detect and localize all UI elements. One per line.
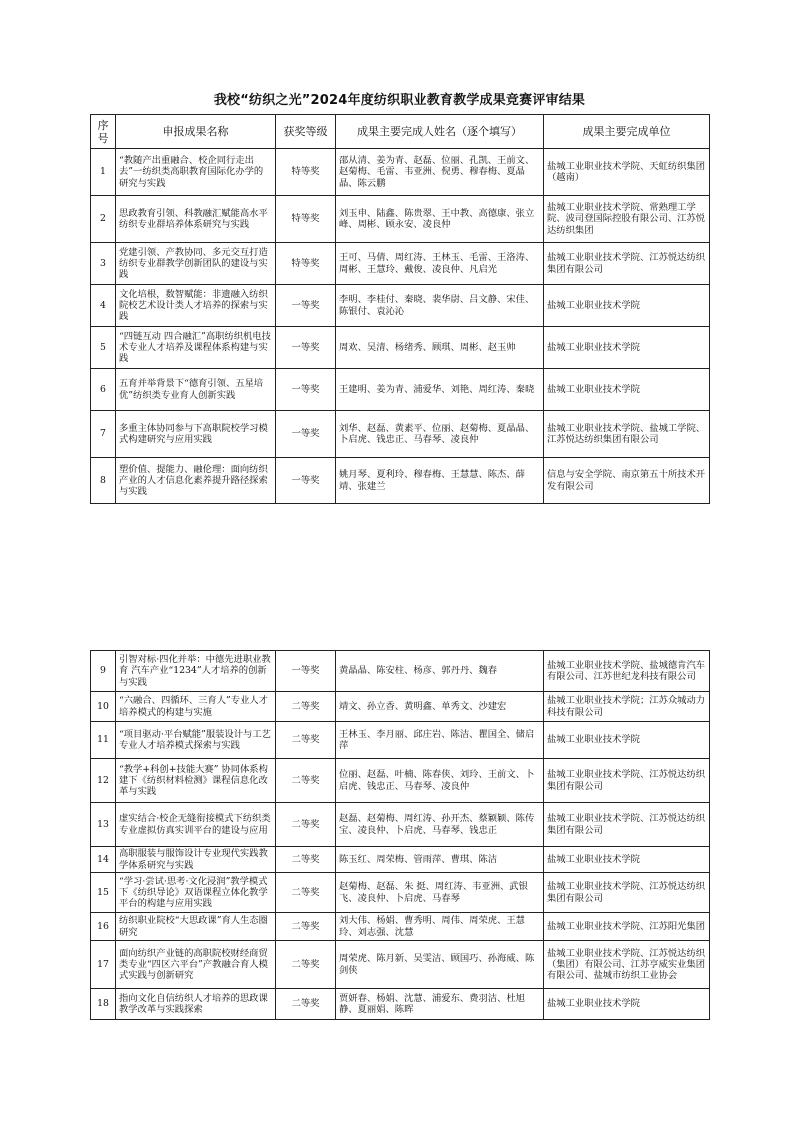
table-row [91,411,710,458]
achievement-name: 面向纺织产业链的高职院校财经商贸类专业“四区六平台”产教融合育人模式实践与创新研究 [116,941,276,989]
header-level: 获奖等级 [276,115,336,149]
row-number: 2 [91,196,116,243]
header-people: 成果主要完成人姓名（逐个填写） [336,115,544,149]
achievement-name: “六融合、四循环、三育人”专业人才培养模式的构建与实施 [116,692,276,722]
table-row [91,989,710,1020]
table-header-row [91,115,710,149]
completers: 王建明、姜为青、浦爱华、刘艳、周红涛、秦晓 [336,369,544,411]
completers: 贾妍春、杨娟、沈慧、浦爱东、费羽洁、杜旭静、夏丽娟、陈晖 [336,989,544,1020]
row-number: 12 [91,759,116,803]
table-row [91,722,710,759]
award-level: 一等奖 [276,285,336,327]
row-number: 11 [91,722,116,759]
award-level: 特等奖 [276,243,336,285]
page-title: 我校“纺织之光”2024年度纺织职业教育教学成果竞赛评审结果 [213,93,586,108]
completers: 刘玉申、陆鑫、陈贵翠、王中教、高德康、张立峰、周彬、顾永安、凌良仲 [336,196,544,243]
table-row [91,759,710,803]
table-row [91,196,710,243]
table-row [91,243,710,285]
award-level: 二等奖 [276,989,336,1020]
completing-unit: 盐城工业职业技术学院、盐城德肯汽车有限公司、江苏世纪龙科技有限公司 [544,651,710,692]
completers: 陈玉红、周荣梅、管雨萍、曹琪、陈洁 [336,847,544,873]
header-no: 序号 [91,115,116,149]
row-number: 8 [91,458,116,504]
table-row [91,651,710,692]
row-number: 1 [91,149,116,196]
achievement-name: 纺织职业院校“大思政课”育人生态圈研究 [116,913,276,941]
table-row [91,285,710,327]
completers: 李明、李桂付、秦晓、裴华尉、吕文静、宋佳、陈银付、袁沁沁 [336,285,544,327]
completing-unit: 信息与安全学院、南京第五十所技术开发有限公司 [544,458,710,504]
award-level: 二等奖 [276,847,336,873]
award-level: 二等奖 [276,759,336,803]
completers: 周荣虎、陈月新、吴雯洁、顾国巧、孙海威、陈剑侠 [336,941,544,989]
award-level: 二等奖 [276,722,336,759]
completers: 周欢、吴清、杨绪秀、顾琪、周彬、赵玉帅 [336,327,544,369]
completing-unit: 盐城工业职业技术学院、江苏悦达纺织集团有限公司 [544,873,710,913]
completing-unit: 盐城工业职业技术学院、江苏阳光集团 [544,913,710,941]
table-row [91,847,710,873]
row-number: 15 [91,873,116,913]
achievement-name: “项目驱动·平台赋能”服装设计与工艺专业人才培养模式探索与实践 [116,722,276,759]
award-level: 二等奖 [276,873,336,913]
completers: 位丽、赵磊、叶楠、陈春侠、刘玲、王前文、卜启虎、钱忠正、马春琴、凌良仲 [336,759,544,803]
table-row [91,149,710,196]
achievement-name: “四链互动 四合融汇”高职纺织机电技术专业人才培养及课程体系构建与实践 [116,327,276,369]
row-number: 13 [91,803,116,847]
completing-unit: 盐城工业职业技术学院 [544,327,710,369]
table-row [91,327,710,369]
award-level: 一等奖 [276,327,336,369]
completing-unit: 盐城工业职业技术学院 [544,989,710,1020]
achievement-name: “教随产出重融合、校企同行走出去”一纺织类高职教育国际化办学的研究与实践 [116,149,276,196]
award-level: 一等奖 [276,369,336,411]
completers: 姚月琴、夏利玲、穆春梅、王慧慧、陈杰、薛靖、张建兰 [336,458,544,504]
achievement-name: 文化培根，数智赋能：非遗融入纺织院校艺术设计类人才培养的探索与实践 [116,285,276,327]
completing-unit: 盐城工业职业技术学院、盐城工学院、江苏悦达纺织集团有限公司 [544,411,710,458]
completing-unit: 盐城工业职业技术学院；江苏众城动力科技有限公司 [544,692,710,722]
award-level: 特等奖 [276,149,336,196]
completing-unit: 盐城工业职业技术学院 [544,285,710,327]
completers: 邵从清、姜为青、赵磊、位丽、孔凯、王前文、赵菊梅、毛雷、韦亚洲、倪勇、穆春梅、夏晶晶、陈云鹏 [336,149,544,196]
row-number: 14 [91,847,116,873]
table-row [91,873,710,913]
achievement-name: “学习·尝试·思考·文化浸润”教学模式下《纺织导论》双语课程立体化教学平台的构建与应用实践 [116,873,276,913]
completers: 赵菊梅、赵磊、朱 挺、周红涛、韦亚洲、武银飞、凌良仲、卜启虎、马春琴 [336,873,544,913]
results-table-page-2 [90,650,710,1020]
award-level: 一等奖 [276,651,336,692]
row-number: 7 [91,411,116,458]
completing-unit: 盐城工业职业技术学院、江苏悦达纺织（集团）有限公司、江苏亨威实业集团有限公司、盐城市纺织工业协会 [544,941,710,989]
completers: 黄晶晶、陈安柱、杨彦、郭丹丹、魏春 [336,651,544,692]
row-number: 6 [91,369,116,411]
achievement-name: “教学+科创+技能大赛” 协同体系构建下《纺织材料检测》课程信息化改革与实践 [116,759,276,803]
row-number: 9 [91,651,116,692]
achievement-name: 多重主体协同参与下高职院校学习模式构建研究与应用实践 [116,411,276,458]
row-number: 18 [91,989,116,1020]
achievement-name: 塑价值、提能力、融伦理：面向纺织产业的人才信息化素养提升路径探索与实践 [116,458,276,504]
award-level: 特等奖 [276,196,336,243]
completing-unit: 盐城工业职业技术学院 [544,369,710,411]
table-row [91,692,710,722]
award-level: 一等奖 [276,458,336,504]
table-row [91,369,710,411]
completing-unit: 盐城工业职业技术学院、江苏悦达纺织集团有限公司 [544,243,710,285]
table-row [91,941,710,989]
completing-unit: 盐城工业职业技术学院、天虹纺织集团（越南） [544,149,710,196]
award-level: 二等奖 [276,941,336,989]
completers: 靖文、孙立香、黄明鑫、单秀文、沙建宏 [336,692,544,722]
award-level: 一等奖 [276,411,336,458]
award-level: 二等奖 [276,692,336,722]
row-number: 16 [91,913,116,941]
completers: 刘大伟、杨娟、曹秀明、周伟、周荣虎、王慧玲、刘志强、沈慧 [336,913,544,941]
row-number: 5 [91,327,116,369]
completers: 刘华、赵磊、黄素平、位丽、赵菊梅、夏晶晶、卜启虎、钱忠正、马春琴、凌良仲 [336,411,544,458]
achievement-name: 虚实结合·校企无缝衔接模式下纺织类专业虚拟仿真实训平台的建设与应用 [116,803,276,847]
achievement-name: 指向文化自信纺织人才培养的思政课教学改革与实践探索 [116,989,276,1020]
table-row [91,803,710,847]
award-level: 二等奖 [276,913,336,941]
completing-unit: 盐城工业职业技术学院、江苏悦达纺织集团有限公司 [544,759,710,803]
header-unit: 成果主要完成单位 [544,115,710,149]
results-table-page-1 [90,114,710,504]
completing-unit: 盐城工业职业技术学院、常熟理工学院、波司登国际控股有限公司、江苏悦达纺织集团 [544,196,710,243]
completing-unit: 盐城工业职业技术学院 [544,847,710,873]
achievement-name: 党建引领、产教协同、多元交互打造纺织专业群教学创新团队的建设与实践 [116,243,276,285]
achievement-name: 高职服装与服饰设计专业现代实践教学体系研究与实践 [116,847,276,873]
row-number: 4 [91,285,116,327]
table-row [91,458,710,504]
achievement-name: 引智对标·四化并举：中德先进职业教育 汽车产业“1234”人才培养的创新与实践 [116,651,276,692]
row-number: 10 [91,692,116,722]
achievement-name: 思政教育引领、科教融汇赋能高水平纺织专业群培养体系研究与实践 [116,196,276,243]
completing-unit: 盐城工业职业技术学院 [544,722,710,759]
completers: 王林玉、李月丽、邱庄岩、陈洁、瞿国全、储启萍 [336,722,544,759]
completing-unit: 盐城工业职业技术学院、江苏悦达纺织集团有限公司 [544,803,710,847]
completers: 王可、马倩、周红涛、王林玉、毛雷、王洛涛、周彬、王慧玲、戴俊、凌良仲、凡启光 [336,243,544,285]
achievement-name: 五育并举背景下“德育引领、五星培优”纺织类专业育人创新实践 [116,369,276,411]
completers: 赵磊、赵菊梅、周红涛、孙开杰、蔡颖颖、陈传宝、凌良仲、卜启虎、马春琴、钱忠正 [336,803,544,847]
row-number: 3 [91,243,116,285]
header-name: 申报成果名称 [116,115,276,149]
award-level: 二等奖 [276,803,336,847]
row-number: 17 [91,941,116,989]
table-row [91,913,710,941]
